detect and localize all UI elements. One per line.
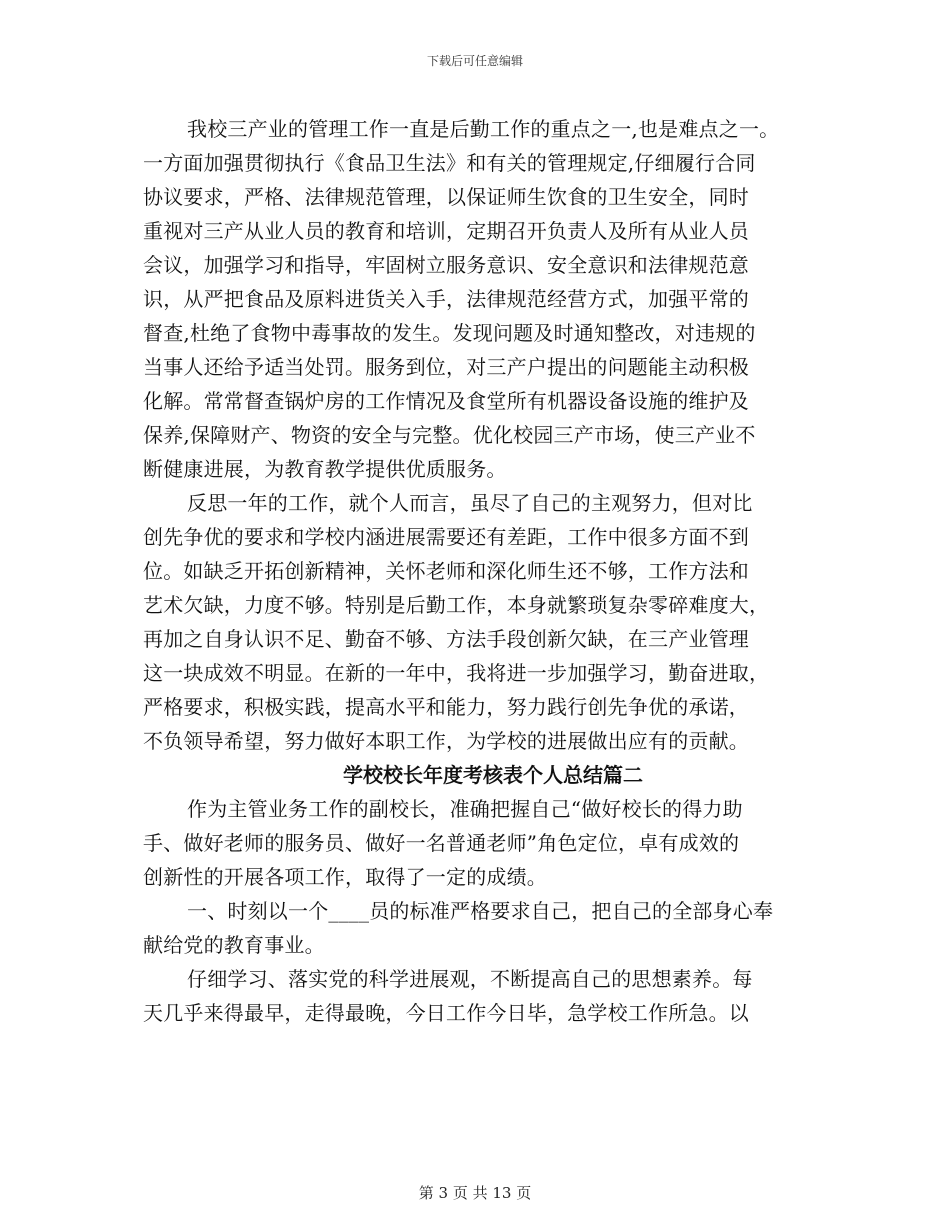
paragraph-point-one bbox=[143, 894, 823, 962]
section-heading: 学校校长年度考核表个人总结篇二 bbox=[343, 763, 643, 787]
text-line: 不负领导希望，努力做好本职工作，为学校的进展做出应有的贡献。 bbox=[143, 729, 749, 753]
text-line: 这一块成效不明显。在新的一年中，我将进一步加强学习，勤奋进取， bbox=[143, 661, 770, 685]
text-line: 识，从严把食品及原料进货关入手，法律规范经营方式，加强平常的 bbox=[143, 287, 749, 311]
text-line: 反思一年的工作，就个人而言，虽尽了自己的主观努力，但对比 bbox=[187, 491, 753, 515]
text-line: 创新性的开展各项工作，取得了一定的成绩。 bbox=[143, 865, 547, 889]
text-line: 作为主管业务工作的副校长，准确把握自己“做好校长的得力助 bbox=[187, 797, 743, 821]
text-line: 手、做好老师的服务员、做好一名普通老师”角色定位，卓有成效的 bbox=[143, 831, 740, 855]
text-line: 献给党的教育事业。 bbox=[143, 933, 325, 957]
text-line: 严格要求，积极实践，提高水平和能力，努力践行创先争优的承诺， bbox=[143, 695, 749, 719]
text-line: 创先争优的要求和学校内涵进展需要还有差距，工作中很多方面不到 bbox=[143, 525, 749, 549]
page-number: 第 3 页 共 13 页 bbox=[418, 1184, 532, 1202]
text-line: 当事人还给予适当处罚。服务到位，对三产户提出的问题能主动积极 bbox=[143, 355, 749, 379]
document-body bbox=[143, 112, 823, 1030]
text-line: 督查,杜绝了食物中毒事故的发生。发现问题及时通知整改，对违规的 bbox=[143, 321, 756, 345]
paragraph-reflection bbox=[143, 486, 823, 758]
text-line: 艺术欠缺，力度不够。特别是后勤工作，本身就繁琐复杂零碎难度大， bbox=[143, 593, 770, 617]
text-line: 会议，加强学习和指导，牢固树立服务意识、安全意识和法律规范意 bbox=[143, 253, 749, 277]
paragraph-study bbox=[143, 962, 823, 1030]
text-line: 再加之自身认识不足、勤奋不够、方法手段创新欠缺，在三产业管理 bbox=[143, 627, 749, 651]
text-line: 保养,保障财产、物资的安全与完整。优化校园三产市场，使三产业不 bbox=[143, 423, 756, 447]
text-line: 我校三产业的管理工作一直是后勤工作的重点之一,也是难点之一。 bbox=[187, 117, 780, 141]
text-line: 断健康进展，为教育教学提供优质服务。 bbox=[143, 457, 507, 481]
text-line: 一、时刻以一个____员的标准严格要求自己，把自己的全部身心奉 bbox=[187, 899, 774, 923]
text-line: 仔细学习、落实党的科学进展观，不断提高自己的思想素养。每 bbox=[187, 967, 753, 991]
text-line: 化解。常常督查锅炉房的工作情况及食堂所有机器设备设施的维护及 bbox=[143, 389, 749, 413]
paragraph-third-industry bbox=[143, 112, 823, 486]
text-line: 一方面加强贯彻执行《食品卫生法》和有关的管理规定,仔细履行合同 bbox=[143, 151, 756, 175]
text-line: 天几乎来得最早，走得最晚，今日工作今日毕，急学校工作所急。以 bbox=[143, 1001, 749, 1025]
text-line: 位。如缺乏开拓创新精神，关怀老师和深化师生还不够，工作方法和 bbox=[143, 559, 749, 583]
page-header-note: 下载后可任意编辑 bbox=[426, 54, 523, 68]
text-line: 重视对三产从业人员的教育和培训，定期召开负责人及所有从业人员 bbox=[143, 219, 749, 243]
paragraph-role bbox=[143, 792, 823, 894]
text-line: 协议要求，严格、法律规范管理，以保证师生饮食的卫生安全，同时 bbox=[143, 185, 749, 209]
